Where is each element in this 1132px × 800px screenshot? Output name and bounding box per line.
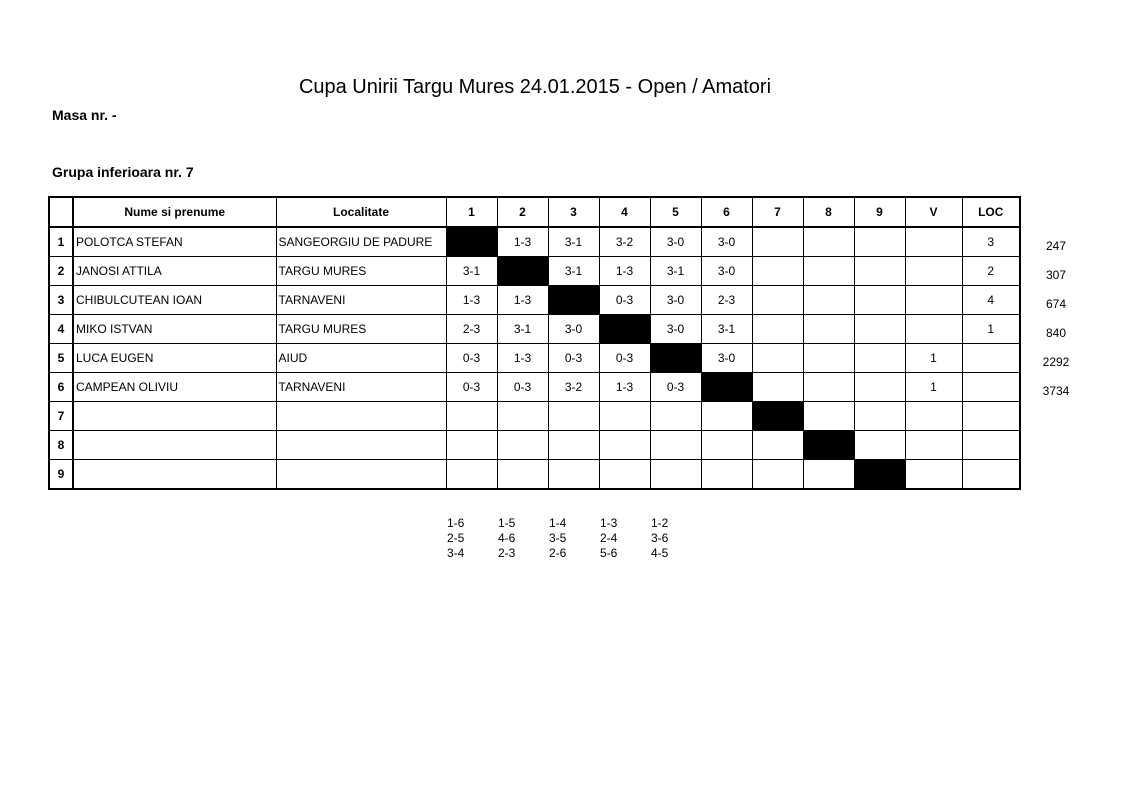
header-col-6: 6	[701, 197, 752, 227]
player-name: MIKO ISTVAN	[73, 315, 276, 344]
result-cell	[548, 402, 599, 431]
player-locality: AIUD	[276, 344, 446, 373]
place-cell	[962, 460, 1020, 490]
result-cell	[497, 460, 548, 490]
player-name: CAMPEAN OLIVIU	[73, 373, 276, 402]
schedule-match: 5-6	[600, 546, 618, 560]
schedule-match: 1-2	[651, 516, 669, 530]
result-cell: 1-3	[599, 257, 650, 286]
schedule-match: 1-5	[498, 516, 516, 530]
result-cell: 0-3	[497, 373, 548, 402]
table-row	[49, 344, 1020, 373]
result-cell	[803, 344, 854, 373]
wins-cell	[905, 402, 962, 431]
row-number: 7	[49, 402, 73, 431]
header-name: Nume si prenume	[73, 197, 276, 227]
result-cell	[650, 431, 701, 460]
player-locality	[276, 402, 446, 431]
result-cell	[752, 344, 803, 373]
result-cell	[854, 402, 905, 431]
player-locality: TARNAVENI	[276, 373, 446, 402]
wins-cell	[905, 460, 962, 490]
result-cell	[854, 373, 905, 402]
wins-cell	[905, 286, 962, 315]
result-cell	[599, 460, 650, 490]
result-cell: 0-3	[599, 344, 650, 373]
place-cell: 2	[962, 257, 1020, 286]
wins-cell: 1	[905, 344, 962, 373]
wins-cell	[905, 257, 962, 286]
result-cell	[854, 257, 905, 286]
table-row	[49, 402, 1020, 431]
result-cell: 3-0	[701, 257, 752, 286]
result-cell	[854, 315, 905, 344]
player-name	[73, 431, 276, 460]
wins-cell	[905, 227, 962, 257]
schedule-match: 2-4	[600, 531, 618, 545]
result-cell	[497, 402, 548, 431]
row-number: 9	[49, 460, 73, 490]
schedule-match: 1-3	[600, 516, 618, 530]
self-match-cell	[752, 402, 803, 431]
result-cell: 1-3	[446, 286, 497, 315]
result-cell: 3-0	[701, 344, 752, 373]
table-number-label: Masa nr. -	[52, 107, 117, 123]
side-score: 840	[1045, 326, 1067, 340]
result-cell: 0-3	[650, 373, 701, 402]
result-cell	[803, 227, 854, 257]
self-match-cell	[446, 227, 497, 257]
result-cell: 3-1	[548, 227, 599, 257]
side-score: 674	[1045, 297, 1067, 311]
side-score: 247	[1045, 239, 1067, 253]
schedule-round	[644, 516, 695, 561]
self-match-cell	[803, 431, 854, 460]
side-score: 3734	[1042, 384, 1070, 398]
player-locality: TARGU MURES	[276, 315, 446, 344]
result-cell	[803, 315, 854, 344]
place-cell: 4	[962, 286, 1020, 315]
result-cell: 1-3	[497, 286, 548, 315]
result-cell	[701, 402, 752, 431]
result-cell	[854, 344, 905, 373]
self-match-cell	[650, 344, 701, 373]
result-cell: 2-3	[446, 315, 497, 344]
schedule-round	[593, 516, 644, 561]
result-cell: 0-3	[599, 286, 650, 315]
result-cell: 1-3	[497, 344, 548, 373]
header-col-4: 4	[599, 197, 650, 227]
result-cell: 0-3	[548, 344, 599, 373]
match-schedule	[440, 516, 695, 561]
place-cell	[962, 344, 1020, 373]
result-cell	[701, 460, 752, 490]
header-index	[49, 197, 73, 227]
self-match-cell	[854, 460, 905, 490]
schedule-match: 1-4	[549, 516, 567, 530]
player-locality: TARNAVENI	[276, 286, 446, 315]
result-cell: 0-3	[446, 373, 497, 402]
result-cell: 3-0	[650, 286, 701, 315]
header-col-2: 2	[497, 197, 548, 227]
player-name	[73, 402, 276, 431]
result-cell	[446, 460, 497, 490]
result-cell: 3-1	[650, 257, 701, 286]
result-cell	[803, 402, 854, 431]
schedule-round	[440, 516, 491, 561]
result-cell: 3-0	[701, 227, 752, 257]
side-scores	[1036, 232, 1076, 406]
table-row	[49, 227, 1020, 257]
table-row	[49, 286, 1020, 315]
result-cell	[650, 460, 701, 490]
self-match-cell	[497, 257, 548, 286]
player-name: JANOSI ATTILA	[73, 257, 276, 286]
player-name: POLOTCA STEFAN	[73, 227, 276, 257]
place-cell: 1	[962, 315, 1020, 344]
wins-cell	[905, 431, 962, 460]
schedule-match: 3-5	[549, 531, 567, 545]
player-locality	[276, 431, 446, 460]
result-cell	[803, 373, 854, 402]
result-cell: 3-0	[650, 227, 701, 257]
result-cell: 3-1	[548, 257, 599, 286]
result-cell: 3-1	[497, 315, 548, 344]
self-match-cell	[599, 315, 650, 344]
result-cell: 3-0	[548, 315, 599, 344]
result-cell: 0-3	[446, 344, 497, 373]
result-cell: 1-3	[497, 227, 548, 257]
result-cell	[497, 431, 548, 460]
row-number: 8	[49, 431, 73, 460]
place-cell	[962, 373, 1020, 402]
table-row	[49, 460, 1020, 490]
result-cell	[446, 402, 497, 431]
place-cell: 3	[962, 227, 1020, 257]
schedule-round	[542, 516, 593, 561]
result-cell	[854, 227, 905, 257]
schedule-round	[491, 516, 542, 561]
result-cell: 1-3	[599, 373, 650, 402]
table-row	[49, 315, 1020, 344]
result-cell	[446, 431, 497, 460]
page-title: Cupa Unirii Targu Mures 24.01.2015 - Open / Amatori	[298, 76, 772, 98]
place-cell	[962, 431, 1020, 460]
header-col-7: 7	[752, 197, 803, 227]
player-locality: SANGEORGIU DE PADURE	[276, 227, 446, 257]
result-cell	[752, 431, 803, 460]
result-cell	[752, 227, 803, 257]
table-header-row	[49, 197, 1020, 227]
header-loc: LOC	[962, 197, 1020, 227]
schedule-match: 2-3	[498, 546, 516, 560]
row-number: 2	[49, 257, 73, 286]
result-cell	[752, 460, 803, 490]
schedule-match: 4-6	[498, 531, 516, 545]
result-cell	[548, 431, 599, 460]
header-col-8: 8	[803, 197, 854, 227]
schedule-match: 1-6	[447, 516, 465, 530]
result-cell	[752, 373, 803, 402]
wins-cell	[905, 315, 962, 344]
result-cell: 3-1	[701, 315, 752, 344]
schedule-match: 4-5	[651, 546, 669, 560]
player-locality	[276, 460, 446, 490]
result-cell	[803, 286, 854, 315]
result-cell: 2-3	[701, 286, 752, 315]
group-label: Grupa inferioara nr. 7	[52, 164, 194, 180]
side-score: 307	[1045, 268, 1067, 282]
row-number: 3	[49, 286, 73, 315]
result-cell: 3-1	[446, 257, 497, 286]
header-col-3: 3	[548, 197, 599, 227]
player-name: LUCA EUGEN	[73, 344, 276, 373]
schedule-match: 3-4	[447, 546, 465, 560]
result-cell: 3-0	[650, 315, 701, 344]
row-number: 1	[49, 227, 73, 257]
schedule-match: 2-5	[447, 531, 465, 545]
header-locality: Localitate	[276, 197, 446, 227]
result-cell	[752, 315, 803, 344]
result-cell: 3-2	[599, 227, 650, 257]
result-cell	[548, 460, 599, 490]
schedule-match: 3-6	[651, 531, 669, 545]
schedule-match: 2-6	[549, 546, 567, 560]
result-cell	[854, 431, 905, 460]
result-cell	[599, 402, 650, 431]
row-number: 6	[49, 373, 73, 402]
result-cell	[752, 257, 803, 286]
row-number: 4	[49, 315, 73, 344]
table-row	[49, 257, 1020, 286]
result-cell	[701, 431, 752, 460]
result-cell: 3-2	[548, 373, 599, 402]
result-cell	[854, 286, 905, 315]
self-match-cell	[548, 286, 599, 315]
header-col-9: 9	[854, 197, 905, 227]
header-col-1: 1	[446, 197, 497, 227]
result-cell	[803, 257, 854, 286]
wins-cell: 1	[905, 373, 962, 402]
result-cell	[803, 460, 854, 490]
table-row	[49, 373, 1020, 402]
side-score: 2292	[1042, 355, 1070, 369]
result-cell	[599, 431, 650, 460]
results-table	[48, 196, 1021, 490]
player-name	[73, 460, 276, 490]
header-v: V	[905, 197, 962, 227]
player-name: CHIBULCUTEAN IOAN	[73, 286, 276, 315]
row-number: 5	[49, 344, 73, 373]
player-locality: TARGU MURES	[276, 257, 446, 286]
header-col-5: 5	[650, 197, 701, 227]
self-match-cell	[701, 373, 752, 402]
result-cell	[752, 286, 803, 315]
table-row	[49, 431, 1020, 460]
place-cell	[962, 402, 1020, 431]
result-cell	[650, 402, 701, 431]
